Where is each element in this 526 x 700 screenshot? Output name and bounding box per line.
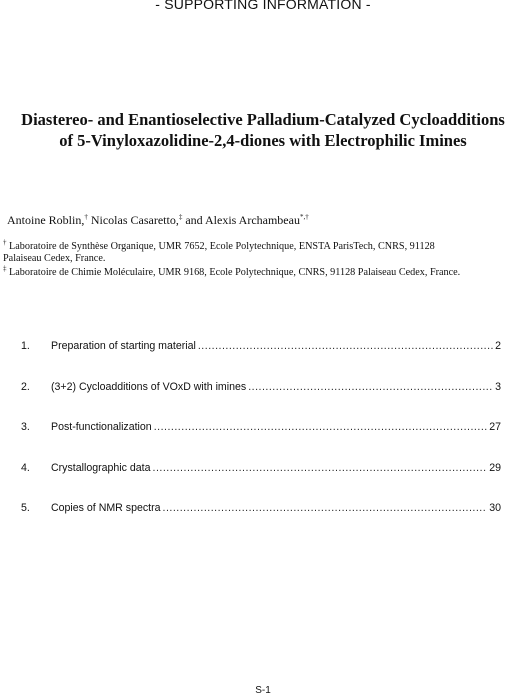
toc-entry-page[interactable]: 3 [495, 380, 501, 393]
page-header: - SUPPORTING INFORMATION - [155, 0, 371, 12]
affiliation-2 [3, 264, 521, 279]
affiliation-1 [3, 238, 521, 265]
toc-dot-leader [163, 502, 488, 514]
affiliation-1-mark: † [3, 238, 7, 247]
affiliation-1-line-2: Palaiseau Cedex, France. [3, 253, 106, 264]
toc-entry-number: 2. [21, 380, 30, 393]
toc-entry-label[interactable]: Preparation of starting material [51, 340, 196, 352]
toc-dot-leader [153, 462, 488, 474]
toc-entry-page[interactable]: 2 [495, 340, 501, 352]
toc-entry-label[interactable]: Copies of NMR spectra [51, 502, 161, 514]
toc-entry-number: 4. [21, 461, 30, 474]
toc-entry-label[interactable]: Crystallographic data [51, 461, 151, 474]
toc-entry-label[interactable]: Post-functionalization [51, 421, 152, 433]
toc-entry[interactable] [21, 502, 501, 516]
toc-entry-page[interactable]: 29 [489, 461, 501, 474]
paper-title [0, 109, 526, 151]
title-line-1: Diastereo- and Enantioselective Palladium-Catalyzed Cycloadditions [21, 110, 505, 129]
page-number: S-1 [255, 685, 271, 696]
toc-entry-label[interactable]: (3+2) Cycloadditions of VOxD with imines [51, 380, 247, 393]
toc-entry[interactable] [21, 421, 501, 435]
author-list [7, 213, 522, 228]
toc-dot-leader [154, 421, 488, 433]
toc-entry-number: 3. [21, 421, 30, 433]
author-2-affiliation-mark: ‡ [178, 213, 183, 221]
toc-dot-leader [248, 381, 493, 393]
author-1-affiliation-mark: † [84, 213, 88, 221]
toc-entry-page[interactable]: 27 [489, 421, 501, 433]
toc-entry[interactable] [21, 381, 501, 395]
author-2-name: Nicolas Casaretto, [87, 213, 179, 227]
author-3-affiliation-mark: *,† [299, 213, 309, 221]
toc-dot-leader [198, 340, 493, 352]
title-line-2: of 5-Vinyloxazolidine-2,4-diones with Electrophilic Imines [59, 131, 467, 150]
table-of-contents [21, 340, 501, 543]
affiliation-2-line-1: Laboratoire de Chimie Moléculaire, UMR 9168, Ecole Polytechnique, CNRS, 91128 Palaiseau Cedex, France. [6, 267, 461, 278]
author-3-name: and Alexis Archambeau [182, 213, 300, 227]
toc-entry[interactable] [21, 462, 501, 476]
affiliation-2-mark: ‡ [3, 264, 7, 273]
toc-entry-number: 5. [21, 502, 30, 514]
affiliation-1-line-1: Laboratoire de Synthèse Organique, UMR 7652, Ecole Polytechnique, ENSTA ParisTech, CNRS, 91128 [6, 241, 435, 252]
toc-entry-number: 1. [21, 340, 30, 352]
toc-entry-page[interactable]: 30 [489, 502, 501, 514]
toc-entry[interactable] [21, 340, 501, 354]
author-1-name: Antoine Roblin, [7, 213, 85, 227]
